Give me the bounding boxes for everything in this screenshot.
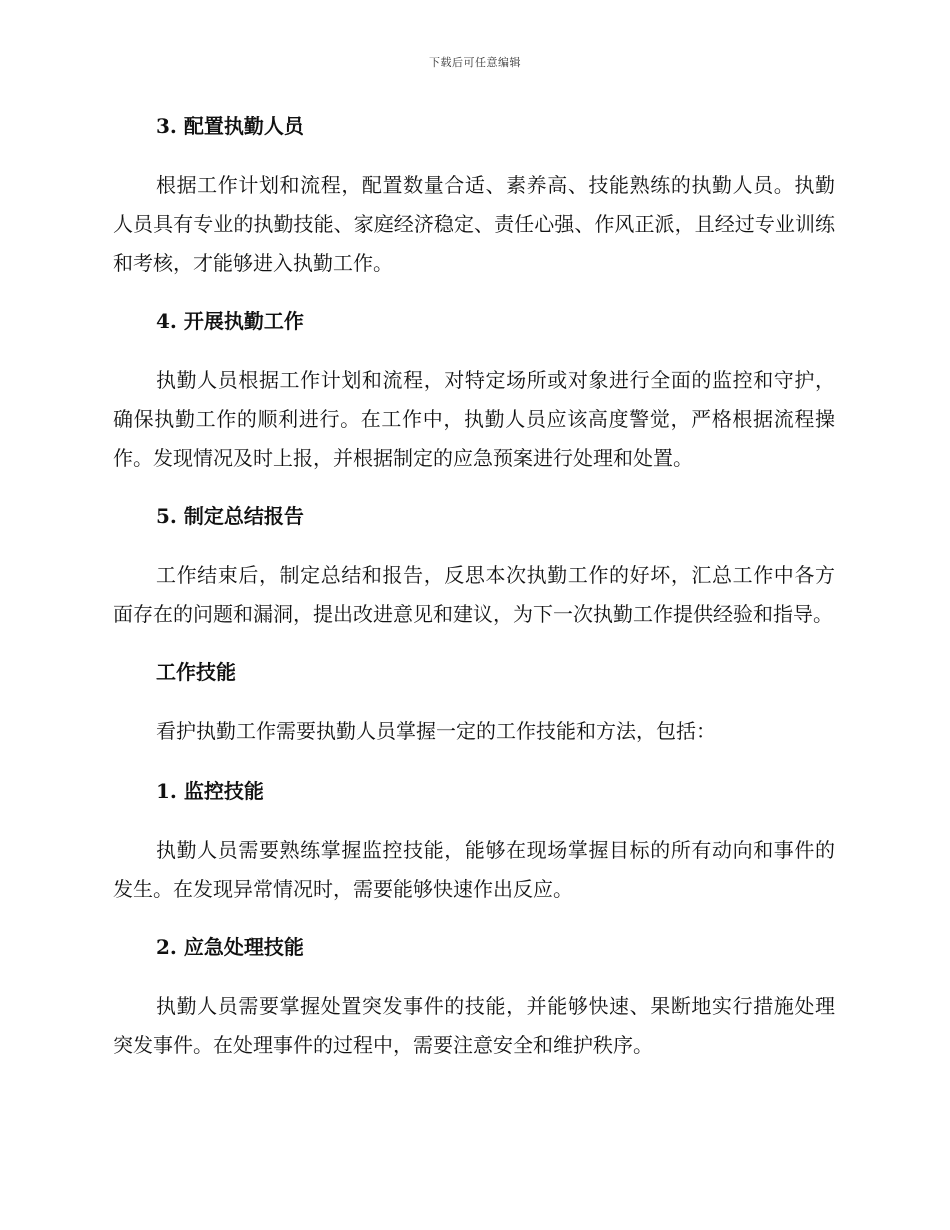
section-paragraph-summary-report: 工作结束后，制定总结和报告，反思本次执勤工作的好坏，汇总工作中各方面存在的问题和漏洞，提出改进意见和建议，为下一次执勤工作提供经验和指导。 (113, 563, 835, 626)
section-heading-emergency-skills: 2. 应急处理技能 (156, 935, 304, 959)
section-paragraph-monitoring-skills: 执勤人员需要熟练掌握监控技能，能够在现场掌握目标的所有动向和事件的发生。在发现异常情况时，需要能够快速作出反应。 (113, 838, 835, 901)
section-paragraph-emergency-skills: 执勤人员需要掌握处置突发事件的技能，并能够快速、果断地实行措施处理突发事件。在处理事件的过程中，需要注意安全和维护秩序。 (113, 994, 835, 1057)
section-heading-summary-report: 5. 制定总结报告 (156, 504, 304, 528)
section-paragraph-work-skills: 看护执勤工作需要执勤人员掌握一定的工作技能和方法，包括： (156, 719, 716, 743)
section-heading-monitoring-skills: 1. 监控技能 (156, 779, 264, 803)
section-heading-conduct-duty: 4. 开展执勤工作 (156, 309, 304, 333)
section-heading-work-skills: 工作技能 (156, 660, 236, 684)
section-paragraph-conduct-duty: 执勤人员根据工作计划和流程，对特定场所或对象进行全面的监控和守护，确保执勤工作的顺利进行。在工作中，执勤人员应该高度警觉，严格根据流程操作。发现情况及时上报，并根据制定的应急预案进行处理和处置。 (113, 368, 835, 470)
section-paragraph-staffing: 根据工作计划和流程，配置数量合适、素养高、技能熟练的执勤人员。执勤人员具有专业的执勤技能、家庭经济稳定、责任心强、作风正派，且经过专业训练和考核，才能够进入执勤工作。 (113, 173, 835, 275)
page-header-note: 下载后可任意编辑 (429, 56, 521, 69)
section-heading-staffing: 3. 配置执勤人员 (156, 114, 304, 138)
document-body (113, 108, 835, 1085)
